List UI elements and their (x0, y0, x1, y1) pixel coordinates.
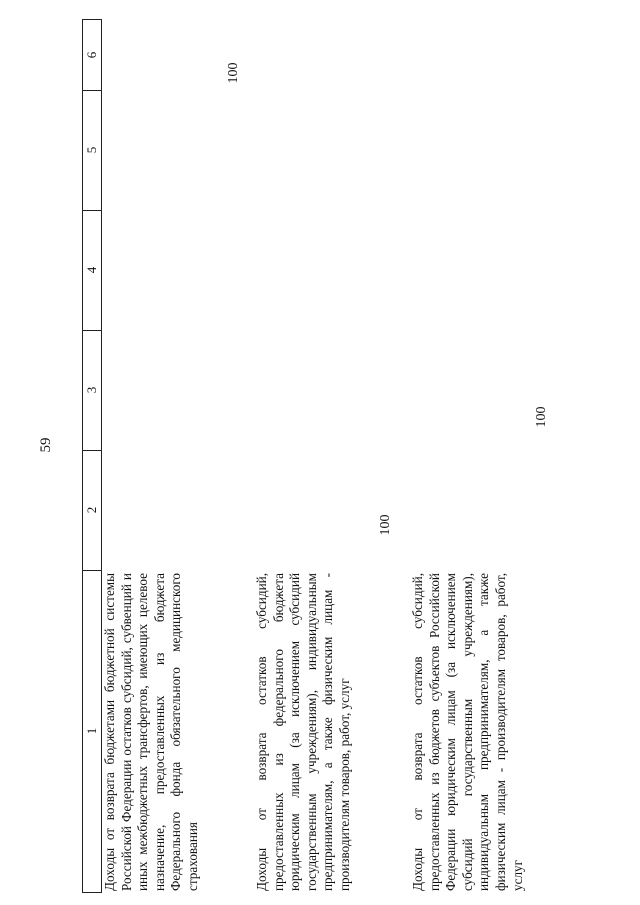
column-header-6: 6 (82, 19, 102, 91)
page-number: 59 (38, 437, 54, 453)
row-1-text: Доходы от возврата бюджетами бюджетной системы Российской Федерации остатков субсидий, субвенций и иных межбюджетных трансфертов, имеющих целевое назначение, предоставленных из бюджета Федерального фонда обязательного медицинского страхования (102, 573, 200, 891)
column-header-2: 2 (82, 450, 102, 571)
row-3-col3-value: 100 (534, 406, 549, 428)
row-1-col6-value: 100 (226, 62, 241, 84)
column-header-3: 3 (82, 330, 102, 451)
column-header-5: 5 (82, 90, 102, 211)
column-header-4: 4 (82, 210, 102, 331)
column-header-1: 1 (82, 570, 102, 893)
row-3-text: Доходы от возврата остатков субсидий, предоставленных из бюджетов субъектов Российской Федерации юридическим лицам (за исключением субсидий государственным учреждениям), индивидуальным предпринимателям, а также физическим лицам - производителям товаров, работ, услуг (410, 573, 525, 891)
row-2-text: Доходы от возврата остатков субсидий, предоставленных из федерального бюджета юридическим лицам (за исключением субсидий государственным учреждениям), индивидуальным предпринимателям, а также физическим лицам - производителям товаров, работ, услуг (254, 573, 352, 891)
row-2-col2-value: 100 (378, 514, 393, 536)
